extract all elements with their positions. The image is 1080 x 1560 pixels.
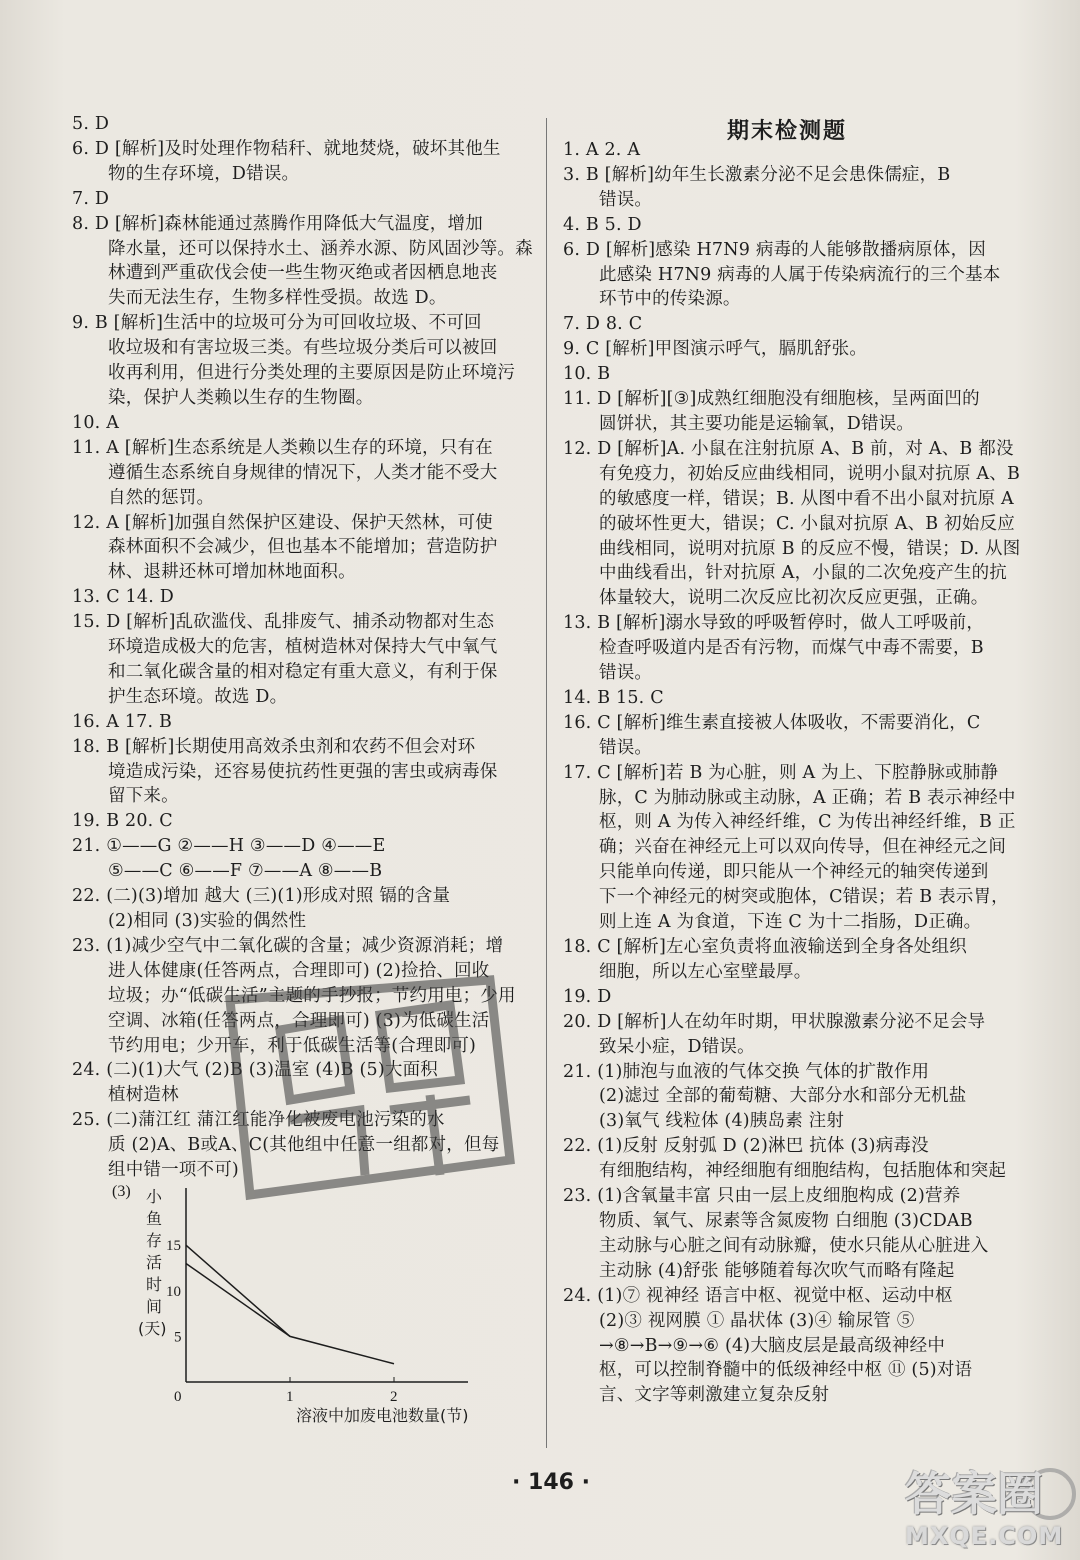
answer-line: →⑧→B→⑨→⑥ (4)大脑皮层是最高级神经中 [599, 1335, 946, 1356]
column-divider [546, 118, 547, 1448]
section-title: 期末检测题 [727, 119, 848, 144]
answer-line: 自然的惩罚。 [108, 487, 215, 508]
answer-line: (3)氧气 线粒体 (4)胰岛素 注射 [599, 1111, 845, 1132]
series-line [186, 1245, 394, 1364]
answer-line: 的敏感度一样，错误；B. 从图中看不出小鼠对抗原 A [599, 488, 1014, 509]
answer-line: 22. (1)反射 反射弧 D (2)淋巴 抗体 (3)病毒没 [563, 1136, 929, 1157]
answer-line: 错误。 [599, 737, 653, 758]
answer-line: 森林面积不会减少，但也基本不能增加；营造防护 [108, 537, 498, 558]
answer-line: 检查呼吸道内是否有污物，而煤气中毒不需要，B [599, 638, 984, 659]
answer-line: 22. (二)(3)增加 越大 (三)(1)形成对照 镉的含量 [72, 886, 451, 907]
answer-line: 23. (1)含氧量丰富 只由一层上皮细胞构成 (2)营养 [563, 1186, 961, 1207]
answer-line: 19. B 20. C [72, 811, 173, 832]
answer-line: 错误。 [599, 663, 653, 684]
answer-line: (2)滤过 全部的葡萄糖、大部分水和部分无机盐 [599, 1086, 967, 1107]
answer-line: 12. D [解析]A. 小鼠在注射抗原 A、B 前，对 A、B 都没 [563, 438, 1014, 459]
answer-line: 24. (二)(1)大气 (2)B (3)温室 (4)B (5)大面积 [72, 1060, 438, 1081]
y-axis-label-char: 时 [146, 1275, 163, 1294]
page-number: · 146 · [512, 1470, 590, 1495]
answer-line: 4. B 5. D [563, 214, 642, 235]
answer-line: 物的生存环境，D错误。 [108, 163, 300, 184]
answer-line: 圆饼状，其主要功能是运输氧，D错误。 [599, 413, 915, 434]
answer-column-left [72, 112, 534, 1183]
answer-line: 10. A [72, 412, 120, 433]
answer-line: 林、退耕还林可增加林地面积。 [108, 562, 356, 583]
x-tick-label: 0 [174, 1389, 182, 1405]
answer-line: 11. A [解析]生态系统是人类赖以生存的环境，只有在 [72, 437, 493, 458]
answer-line: 21. (1)肺泡与血液的气体交换 气体的扩散作用 [563, 1061, 930, 1082]
answer-line: 节约用电；少开车，利于低碳生活等(合理即可) [108, 1035, 477, 1056]
answer-line: 错误。 [599, 189, 653, 210]
y-axis-label-char: 间 [146, 1297, 163, 1316]
answer-line: 13. B [解析]溺水导致的呼吸暂停时，做人工呼吸前， [563, 613, 985, 634]
answer-line: 空调、冰箱(任答两点，合理即可) (3)为低碳生活 [108, 1010, 490, 1031]
answer-line: 枢，则 A 为传入神经纤维，C 为传出神经纤维，B 正 [599, 812, 1016, 833]
answer-line: (2)③ 视网膜 ① 晶状体 (3)④ 输尿管 ⑤ [599, 1310, 915, 1331]
answer-line: 19. D [563, 986, 612, 1007]
answer-line: 中曲线看出，针对抗原 A，小鼠的二次免疫产生的抗 [599, 563, 1007, 584]
survival-time-chart [108, 1178, 488, 1428]
answer-line: ⑤——C ⑥——F ⑦——A ⑧——B [108, 861, 383, 882]
answer-line: 林遭到严重砍伐会使一些生物灭绝或者因栖息地丧 [108, 263, 498, 284]
x-axis-label: 溶液中加废电池数量(节) [296, 1406, 469, 1425]
answer-line: 下一个神经元的树突或胞体，C错误；若 B 表示胃， [599, 887, 1009, 908]
answer-line: 垃圾；办“低碳生活”主题的手抄报；节约用电；少用 [108, 985, 516, 1006]
answer-column-right [563, 138, 1033, 1408]
watermark-brand-text: 答案圈 [905, 1467, 1043, 1521]
answer-line: 3. B [解析]幼年生长激素分泌不足会患侏儒症，B [563, 164, 951, 185]
answer-line: 护生态环境。故选 D。 [108, 686, 288, 707]
y-tick-label: 15 [166, 1238, 181, 1255]
answer-line: 17. C [解析]若 B 为心脏，则 A 为上、下腔静脉或肺静 [563, 762, 999, 783]
answer-line: 20. D [解析]人在幼年时期，甲状腺激素分泌不足会导 [563, 1011, 986, 1032]
answer-line: 植树造林 [108, 1085, 179, 1106]
answer-line: 1. A 2. A [563, 140, 641, 160]
y-tick-label: 5 [174, 1329, 182, 1346]
y-axis-label [138, 1187, 167, 1338]
answer-line: 有免疫力，初始反应曲线相同，说明小鼠对抗原 A、B [599, 463, 1021, 484]
y-axis-label-char: 活 [146, 1253, 163, 1272]
answer-line: 脉，C 为肺动脉或主动脉，A 正确；若 B 表示神经中 [599, 787, 1016, 808]
answer-line: 11. D [解析][③]成熟红细胞没有细胞核，呈两面凹的 [563, 389, 980, 410]
y-tick-label: 10 [166, 1283, 181, 1300]
x-tick-label: 1 [286, 1389, 294, 1405]
answer-line: 9. B [解析]生活中的垃圾可分为可回收垃圾、不可回 [72, 313, 482, 334]
answer-line: 18. C [解析]左心室负责将血液输送到全身各处组织 [563, 937, 967, 957]
answer-line: 12. A [解析]加强自然保护区建设、保护天然林，可使 [72, 512, 493, 533]
chart-question-label: (3) [112, 1183, 131, 1200]
answer-line: 确；兴奋在神经元上可以双向传导，但在神经元之间 [599, 837, 1007, 858]
answer-line: (2)相同 (3)实验的偶然性 [108, 911, 307, 931]
answer-line: 环节中的传染源。 [599, 289, 741, 310]
answer-line: 13. C 14. D [72, 587, 174, 608]
y-axis-label-char: 存 [146, 1231, 163, 1250]
answer-line: 7. D [72, 188, 110, 209]
answer-line: 25. (二)蒲江红 蒲江红能净化被废电池污染的水 [72, 1110, 445, 1131]
answer-line: 有细胞结构，神经细胞有细胞结构，包括胞体和突起 [599, 1161, 1007, 1182]
answer-line: 境造成污染，还容易使抗药性更强的害虫或病毒保 [108, 761, 498, 782]
y-axis-label-char: 小 [146, 1187, 163, 1206]
answer-line: 言、文字等刺激建立复杂反射 [599, 1385, 830, 1406]
answer-line: 21. ①——G ②——H ③——D ④——E [72, 836, 386, 857]
answer-line: 16. C [解析]维生素直接被人体吸收，不需要消化，C [563, 712, 981, 733]
answer-line: 物质、氧气、尿素等含氮废物 白细胞 (3)CDAB [599, 1210, 973, 1231]
answer-line: 7. D 8. C [563, 314, 643, 335]
answer-line: 曲线相同，说明对抗原 B 的反应不慢，错误；D. 从图 [599, 538, 1021, 559]
answer-line: 此感染 H7N9 病毒的人属于传染病流行的三个基本 [599, 264, 1001, 285]
answer-line: 和二氧化碳含量的相对稳定有重大意义，有利于保 [108, 661, 498, 682]
answer-line: 14. B 15. C [563, 687, 664, 708]
answer-line: 只能单向传递，即只能从一个神经元的轴突传递到 [599, 862, 989, 883]
series-line [186, 1263, 290, 1336]
y-axis-label-char: (天) [138, 1319, 167, 1338]
answer-line: 6. D [解析]感染 H7N9 病毒的人能够散播病原体，因 [563, 239, 986, 260]
answer-line: 23. (1)减少空气中二氧化碳的含量；减少资源消耗；增 [72, 935, 504, 956]
answer-line: 18. B [解析]长期使用高效杀虫剂和农药不但会对环 [72, 736, 476, 757]
answer-line: 15. D [解析]乱砍滥伐、乱排废气、捕杀动物都对生态 [72, 612, 495, 633]
answer-line: 收再利用，但进行分类处理的主要原因是防止环境污 [108, 363, 516, 384]
answer-line: 主动脉与心脏之间有动脉瓣，使水只能从心脏进入 [599, 1235, 989, 1256]
answer-line: 10. B [563, 364, 611, 385]
answer-line: 体量较大，说明二次反应比初次反应更强，正确。 [599, 588, 989, 609]
answer-line: 致呆小症，D错误。 [599, 1036, 755, 1057]
answer-line: 16. A 17. B [72, 711, 173, 732]
answer-line: 细胞，所以左心室壁最厚。 [599, 961, 812, 982]
answer-line: 失而无法生存，生物多样性受损。故选 D。 [108, 288, 447, 309]
answer-line: 遵循生态系统自身规律的情况下，人类才能不受大 [108, 462, 498, 483]
answer-line: 的破坏性更大，错误；C. 小鼠对抗原 A、B 初始反应 [599, 513, 1015, 534]
watermark-url: MXQE.COM [905, 1522, 1064, 1550]
answer-line: 24. (1)⑦ 视神经 语言中枢、视觉中枢、运动中枢 [563, 1285, 953, 1306]
answer-line: 收垃圾和有害垃圾三类。有些垃圾分类后可以被回 [108, 338, 498, 359]
answer-line: 环境造成极大的危害，植树造林对保持大气中氧气 [108, 637, 498, 658]
answer-line: 主动脉 (4)舒张 能够随着每次吹气而略有隆起 [599, 1260, 955, 1281]
answer-line: 质 (2)A、B或A、C(其他组中任意一组都对，但每 [108, 1135, 500, 1156]
answer-line: 进人体健康(任答两点，合理即可) (2)捡拾、回收 [108, 960, 490, 981]
answer-line: 9. C [解析]甲图演示呼气，膈肌舒张。 [563, 339, 868, 360]
answer-line: 降水量，还可以保持水土、涵养水源、防风固沙等。森 [108, 238, 533, 259]
answer-line: 则上连 A 为食道，下连 C 为十二指肠，D正确。 [599, 912, 982, 933]
answer-line: 5. D [72, 114, 110, 134]
answer-line: 8. D [解析]森林能通过蒸腾作用降低大气温度，增加 [72, 213, 483, 234]
answer-line: 组中错一项不可) [108, 1160, 239, 1181]
answer-line: 留下来。 [108, 786, 179, 807]
answer-line: 6. D [解析]及时处理作物秸秆、就地焚烧，破坏其他生 [72, 138, 501, 159]
answer-line: 枢，可以控制脊髓中的低级神经中枢 ⑪ (5)对语 [599, 1360, 973, 1381]
answer-line: 染，保护人类赖以生存的生物圈。 [108, 387, 374, 408]
y-axis-label-char: 鱼 [146, 1209, 163, 1228]
x-tick-label: 2 [390, 1389, 398, 1405]
